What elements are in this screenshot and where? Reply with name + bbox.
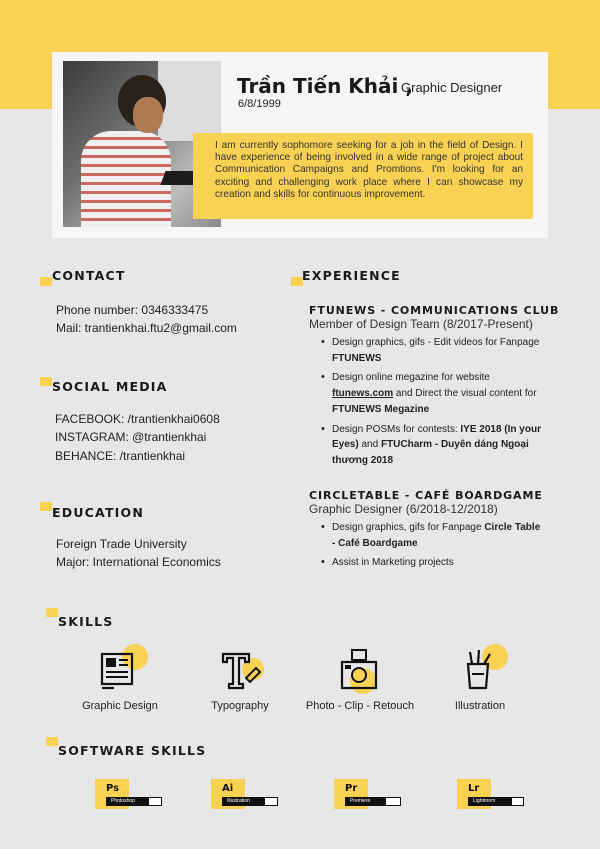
section-mark bbox=[40, 502, 52, 511]
school-name: Foreign Trade University bbox=[56, 537, 187, 551]
job-role: Graphic Designer bbox=[401, 80, 503, 95]
skill-item bbox=[445, 644, 515, 712]
contact-heading: CONTACT bbox=[52, 268, 126, 283]
social-list bbox=[55, 410, 220, 465]
education-heading: EDUCATION bbox=[52, 505, 145, 520]
software-skills-heading: SOFTWARE SKILLS bbox=[58, 743, 207, 758]
duty-item: • Design online megazine for website ftunews.com and Direct the visual content for FTUNEWS Megazine bbox=[332, 370, 542, 417]
skill-item bbox=[80, 644, 160, 712]
software-code: Ps bbox=[106, 783, 120, 794]
software-code: Pr bbox=[345, 783, 358, 794]
experience-heading: EXPERIENCE bbox=[302, 268, 401, 283]
duty-item: • Design graphics, gifs for Fanpage Circle Table - Café Boardgame bbox=[332, 520, 542, 551]
job-org: CIRCLETABLE - CAFÉ BOARDGAME bbox=[309, 489, 543, 502]
section-mark bbox=[46, 608, 58, 617]
behance-handle: BEHANCE: /trantienkhai bbox=[55, 448, 186, 463]
education-list bbox=[56, 535, 221, 572]
section-mark bbox=[40, 377, 52, 386]
contact-list bbox=[56, 301, 237, 338]
person-name: Trần Tiến Khải , bbox=[237, 74, 413, 98]
skill-label: Photo - Clip - Retouch bbox=[305, 700, 415, 712]
software-code: Ai bbox=[222, 783, 234, 794]
date-of-birth: 6/8/1999 bbox=[238, 98, 281, 110]
duty-item: • Design POSMs for contests: IYE 2018 (In your Eyes) and FTUCharm - Duyên dáng Ngoại thương 2018 bbox=[332, 422, 542, 469]
job-duties bbox=[332, 520, 542, 575]
typography-icon bbox=[218, 648, 262, 692]
skill-item bbox=[300, 644, 420, 712]
major: Major: International Economics bbox=[56, 555, 221, 570]
software-code: Lr bbox=[468, 783, 480, 794]
illustration-icon bbox=[458, 648, 502, 692]
skill-label: Illustration bbox=[454, 700, 506, 712]
skill-label: Graphic Design bbox=[82, 700, 158, 712]
duty-item: • Assist in Marketing projects bbox=[332, 555, 542, 571]
instagram-handle: INSTAGRAM: @trantienkhai bbox=[55, 430, 207, 445]
section-mark bbox=[40, 277, 52, 286]
facebook-handle: FACEBOOK: /trantienkhai0608 bbox=[55, 412, 220, 426]
job-duties bbox=[332, 335, 542, 473]
camera-icon bbox=[338, 648, 382, 692]
job-org: FTUNEWS - COMMUNICATIONS CLUB bbox=[309, 304, 560, 317]
software-level-bar bbox=[345, 797, 401, 806]
software-name: Lightroom bbox=[473, 798, 496, 804]
software-name: Illustration bbox=[227, 798, 250, 804]
job-position: Graphic Designer (6/2018-12/2018) bbox=[309, 502, 498, 516]
software-level-bar bbox=[468, 797, 524, 806]
software-name: Photoshop bbox=[111, 798, 135, 804]
job-position: Member of Design Team (8/2017-Present) bbox=[309, 317, 533, 331]
about-text: I am currently sophomore seeking for a job in the field of Design. I have experience of being involved in a wide range of project about Communication Campaigns and Promtions. I'm looking for an exciting and challenging work place where I can showcase my creation and skills for continuous improvement. bbox=[193, 133, 533, 219]
skills-heading: SKILLS bbox=[58, 614, 114, 629]
software-level-bar bbox=[106, 797, 162, 806]
phone-number: Phone number: 0346333475 bbox=[56, 303, 209, 317]
section-mark bbox=[46, 737, 58, 746]
skill-label: Typography bbox=[211, 700, 269, 712]
software-level-bar bbox=[222, 797, 278, 806]
graphic-design-icon bbox=[98, 648, 142, 692]
duty-item: • Design graphics, gifs - Edit videos for Fanpage FTUNEWS bbox=[332, 335, 542, 366]
skill-item bbox=[200, 644, 280, 712]
email-address: Mail: trantienkhai.ftu2@gmail.com bbox=[56, 321, 237, 336]
social-media-heading: SOCIAL MEDIA bbox=[52, 379, 168, 394]
software-name: Premiere bbox=[350, 798, 371, 804]
